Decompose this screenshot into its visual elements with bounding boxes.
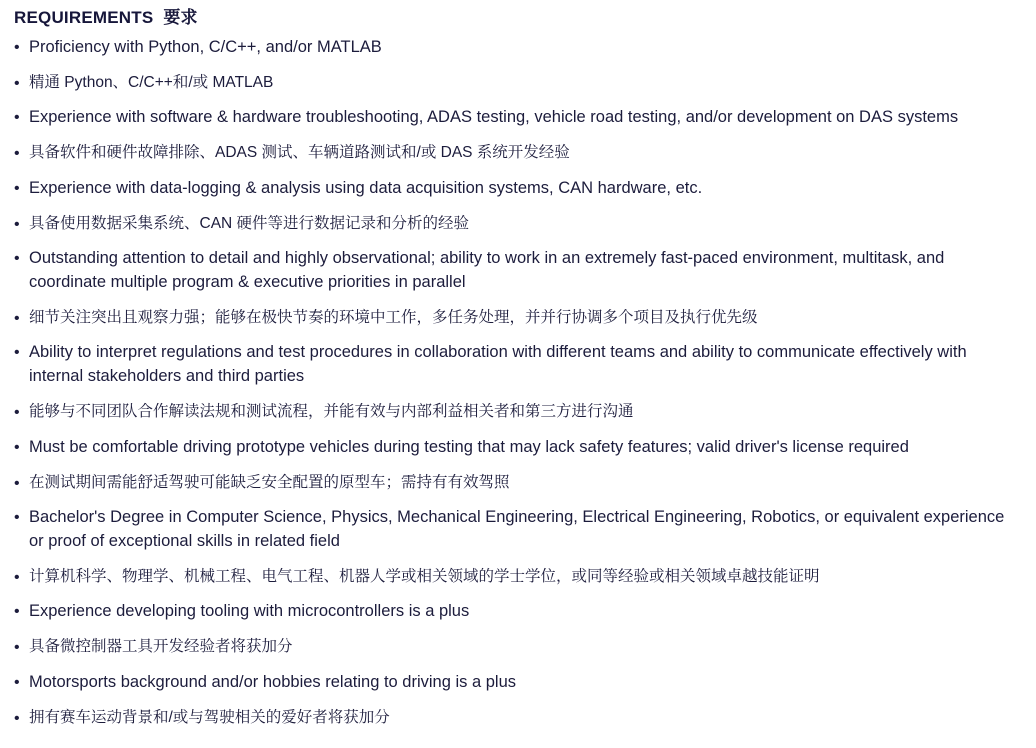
page-title bbox=[14, 6, 1022, 30]
list-item: • Experience with data-logging & analysis using data acquisition systems, CAN hardware, etc. bbox=[14, 177, 1022, 201]
list-item: • 拥有赛车运动背景和/或与驾驶相关的爱好者将获加分 bbox=[14, 707, 1022, 729]
list-item: • Ability to interpret regulations and test procedures in collaboration with different teams and ability to communicate effectively with internal stakeholders and third parties bbox=[14, 341, 1022, 389]
list-item: • Outstanding attention to detail and highly observational; ability to work in an extremely fast-paced environment, multitask, and coordinate multiple program & executive priorities in parallel bbox=[14, 247, 1022, 295]
page-title-english: REQUIREMENTS bbox=[14, 8, 154, 27]
page-title-chinese: 要求 bbox=[163, 8, 198, 27]
list-item: • 具备使用数据采集系统、CAN 硬件等进行数据记录和分析的经验 bbox=[14, 213, 1022, 235]
list-item: • 具备软件和硬件故障排除、ADAS 测试、车辆道路测试和/或 DAS 系统开发经验 bbox=[14, 142, 1022, 164]
list-item: • Must be comfortable driving prototype vehicles during testing that may lack safety features; valid driver's license required bbox=[14, 436, 1022, 460]
list-item: • 精通 Python、C/C++和/或 MATLAB bbox=[14, 72, 1022, 94]
list-item: • 能够与不同团队合作解读法规和测试流程，并能有效与内部利益相关者和第三方进行沟通 bbox=[14, 401, 1022, 423]
list-item: • Bachelor's Degree in Computer Science, Physics, Mechanical Engineering, Electrical Engineering, Robotics, or equivalent experience or proof of exceptional skills in related field bbox=[14, 506, 1022, 554]
list-item: • Experience developing tooling with microcontrollers is a plus bbox=[14, 600, 1022, 624]
list-item: • 在测试期间需能舒适驾驶可能缺乏安全配置的原型车；需持有有效驾照 bbox=[14, 472, 1022, 494]
requirements-list bbox=[14, 36, 1022, 729]
list-item: • 计算机科学、物理学、机械工程、电气工程、机器人学或相关领域的学士学位，或同等经验或相关领域卓越技能证明 bbox=[14, 566, 1022, 588]
list-item: • Experience with software & hardware troubleshooting, ADAS testing, vehicle road testing, and/or development on DAS systems bbox=[14, 106, 1022, 130]
list-item: • 细节关注突出且观察力强；能够在极快节奏的环境中工作，多任务处理，并并行协调多个项目及执行优先级 bbox=[14, 307, 1022, 329]
list-item: • Proficiency with Python, C/C++, and/or MATLAB bbox=[14, 36, 1022, 60]
list-item: • 具备微控制器工具开发经验者将获加分 bbox=[14, 636, 1022, 658]
list-item: • Motorsports background and/or hobbies relating to driving is a plus bbox=[14, 671, 1022, 695]
